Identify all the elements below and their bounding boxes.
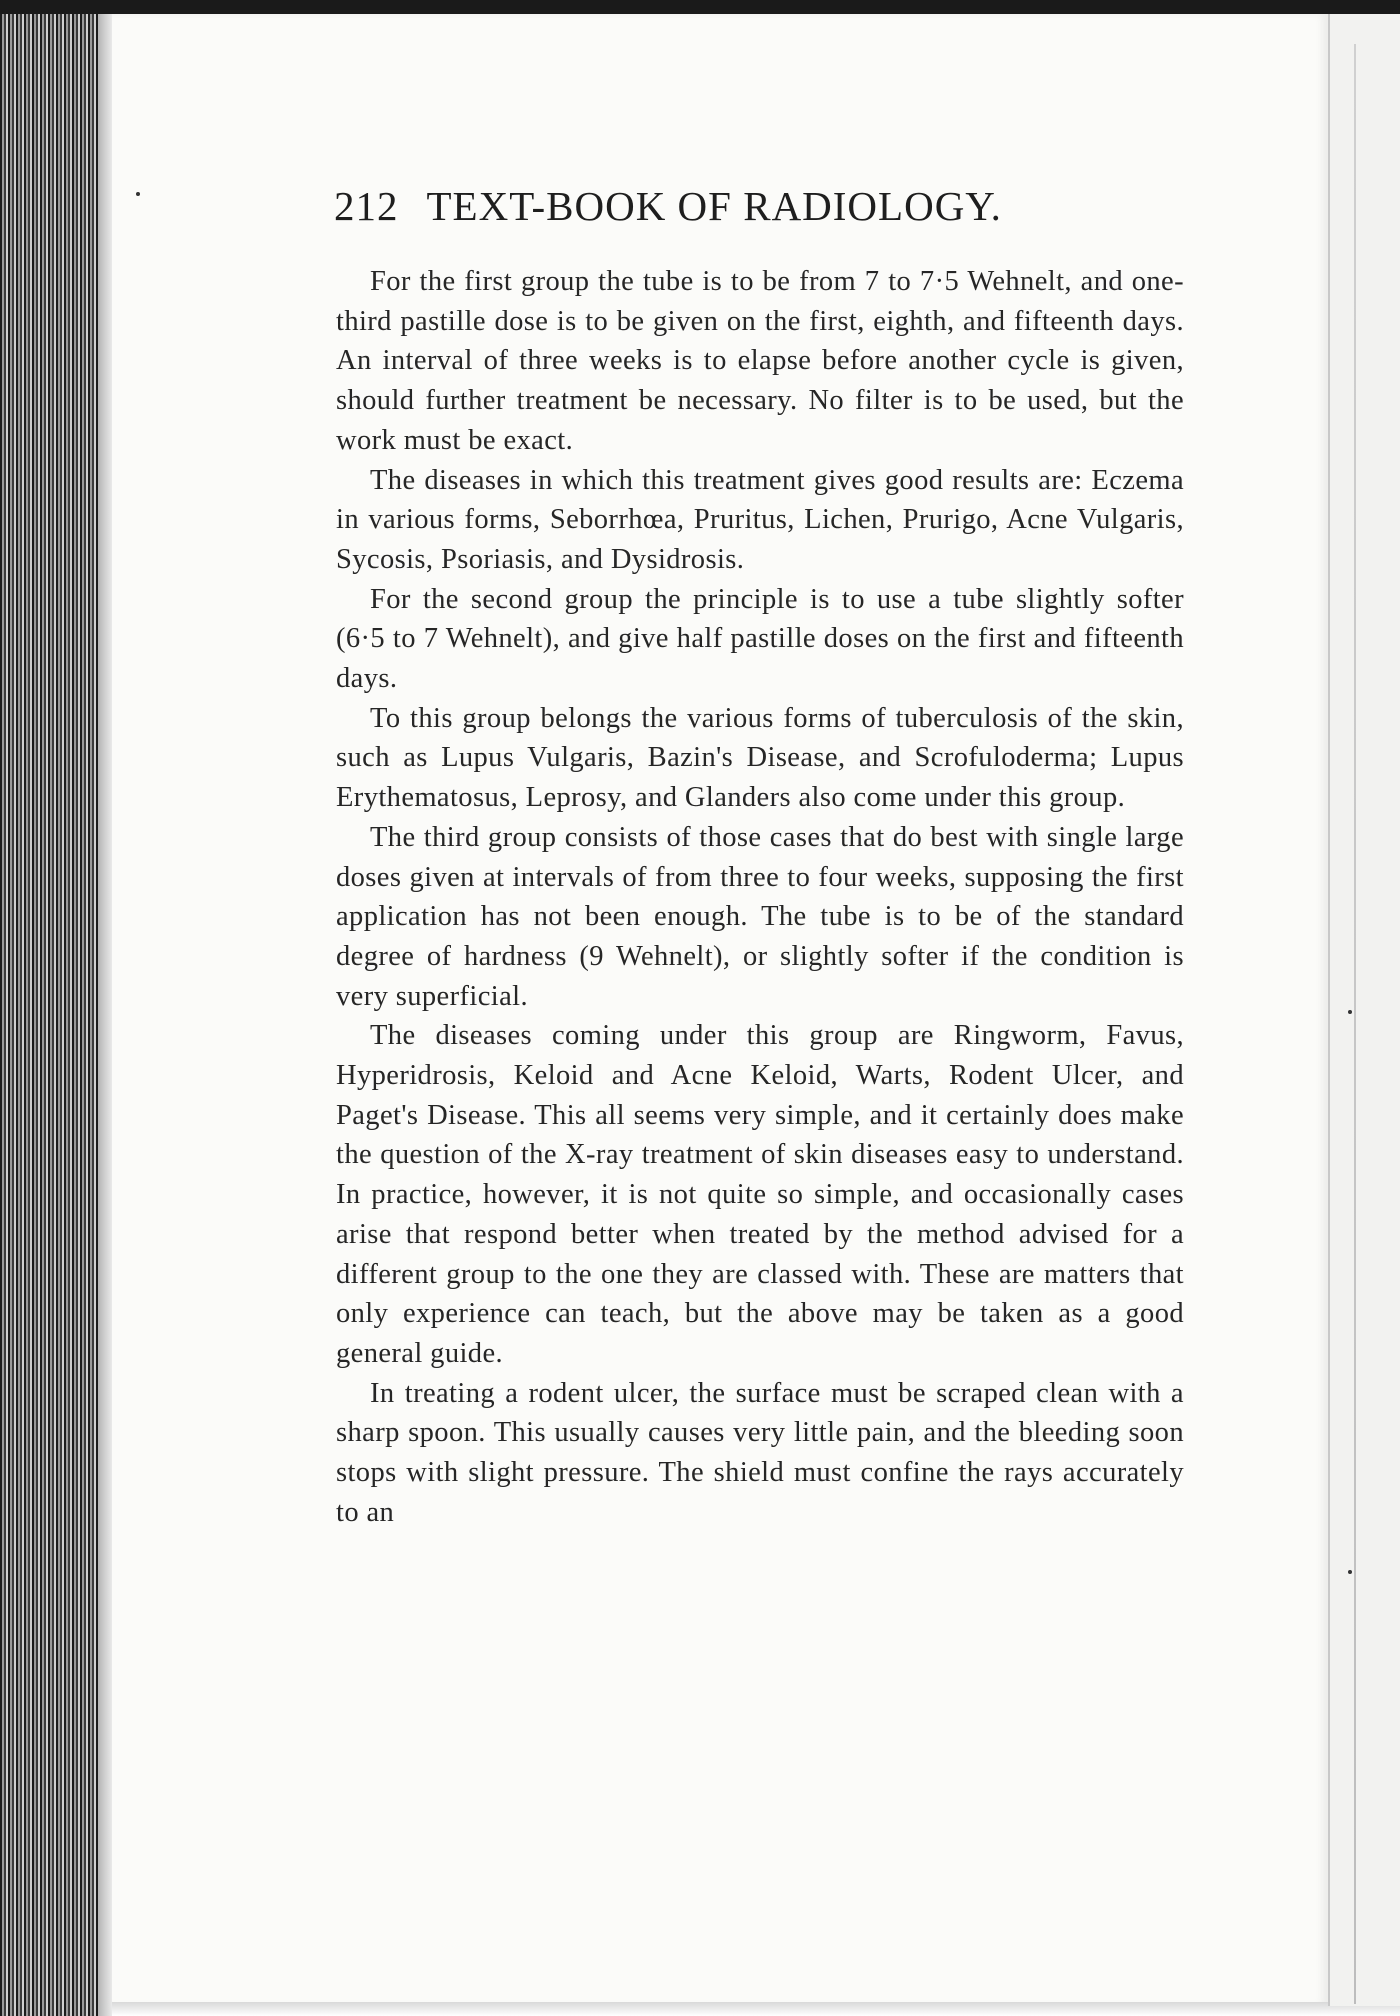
paragraph: In treating a rodent ulcer, the surface must be scraped clean with a sharp spoon. This usually causes very little pain, and the bleeding soon stops with slight pressure. The shield must confine the rays accurately to an [336, 1377, 1184, 1528]
page-number: 212 [334, 183, 399, 229]
paragraph: The diseases coming under this group are Ringworm, Favus, Hyperidrosis, Keloid and Acne Keloid, Warts, Rodent Ulcer, and Paget's Disease. This all seems very simple, and it certainly does make the question of the X-ray treatment of skin diseases easy to understand. In practice, however, it is not quite so simple, and occasionally cases arise that respond better when treated by the method advised for a different group to the one they are classed with. These are matters that only experience can teach, but the above may be taken as a good general guide. [336, 1020, 1184, 1369]
body-text [336, 262, 1184, 1533]
running-header [334, 182, 1192, 232]
paragraph: For the second group the principle is to use a tube slightly softer (6·5 to 7 Wehnelt), and give half pastille doses on the first and fifteenth days. [336, 583, 1184, 695]
paragraph: For the first group the tube is to be from 7 to 7·5 Wehnelt, and one-third pastille dose is to be given on the first, eighth, and fifteenth days. An interval of three weeks is to elapse before another cycle is given, should further treatment be necessary. No filter is to be used, but the work must be exact. [336, 266, 1184, 456]
paragraph: The third group consists of those cases that do best with single large doses given at intervals of from three to four weeks, supposing the first application has not been enough. The tube is to be of the standard degree of hardness (9 Wehnelt), or slightly softer if the condition is very superficial. [336, 821, 1184, 1012]
running-title: TEXT-BOOK OF RADIOLOGY. [426, 183, 1002, 229]
facing-page-edge [1328, 14, 1400, 2006]
paragraph: The diseases in which this treatment gives good results are: Eczema in various forms, Seborrhœa, Pruritus, Lichen, Prurigo, Acne Vulgaris, Sycosis, Psoriasis, and Dysidrosis. [336, 464, 1184, 575]
ink-speck [1348, 1570, 1352, 1574]
ink-speck [136, 192, 140, 196]
scan-top-border [0, 0, 1400, 14]
paragraph: To this group belongs the various forms of tuberculosis of the skin, such as Lupus Vulgaris, Bazin's Disease, and Scrofuloderma; Lupus Erythematosus, Leprosy, and Glanders also come under this group. [336, 702, 1184, 814]
page-bottom-edge [112, 2002, 1400, 2016]
facing-page-gutter-line [1354, 44, 1356, 2004]
ink-speck [1348, 1010, 1352, 1014]
stacked-page-edges [0, 14, 112, 2016]
